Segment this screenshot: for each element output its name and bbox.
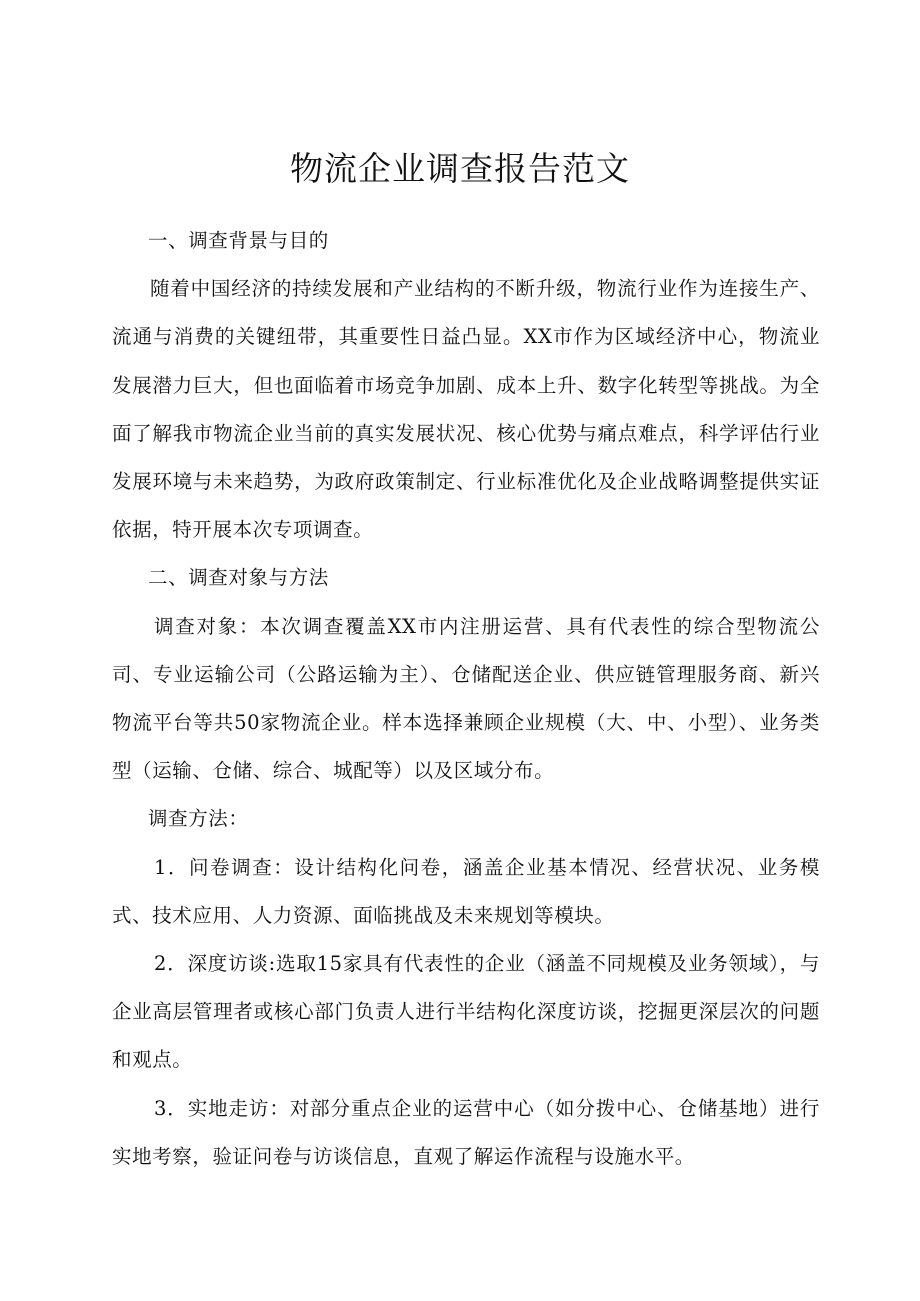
background-paragraph: 随着中国经济的持续发展和产业结构的不断升级，物流行业作为连接生产、流通与消费的关键纽带，其重要性日益凸显。XX市作为区域经济中心，物流业发展潜力巨大，但也面临着市场竞争加剧、成本上升、数字化转型等挑战。为全面了解我市物流企业当前的真实发展状况、核心优势与痛点难点，科学评估行业发展环境与未来趋势，为政府政策制定、行业标准优化及企业战略调整提供实证依据，特开展本次专项调查。 (112, 277, 820, 542)
method-item-questionnaire: 1．问卷调查：设计结构化问卷，涵盖企业基本情况、经营状况、业务模式、技术应用、人力资源、面临挑战及未来规划等模块。 (112, 855, 820, 927)
document-title: 物流企业调查报告范文 (290, 149, 630, 189)
method-item-interview: 2．深度访谈:选取15家具有代表性的企业（涵盖不同规模及业务领域），与企业高层管理者或核心部门负责人进行半结构化深度访谈，挖掘更深层次的问题和观点。 (112, 952, 820, 1072)
method-item-site-visit: 3．实地走访：对部分重点企业的运营中心（如分拨中心、仓储基地）进行实地考察，验证问卷与访谈信息，直观了解运作流程与设施水平。 (112, 1096, 820, 1168)
section-heading-methods: 二、调查对象与方法 (148, 566, 329, 590)
section-heading-background: 一、调查背景与目的 (148, 229, 329, 252)
survey-subjects-paragraph: 调查对象：本次调查覆盖XX市内注册运营、具有代表性的综合型物流公司、专业运输公司（公路运输为主）、仓储配送企业、供应链管理服务商、新兴物流平台等共50家物流企业。样本选择兼顾企业规模（大、中、小型）、业务类型（运输、仓储、综合、城配等）以及区域分布。 (112, 614, 820, 783)
document-body (112, 217, 820, 1181)
survey-methods-label: 调查方法： (148, 807, 249, 831)
